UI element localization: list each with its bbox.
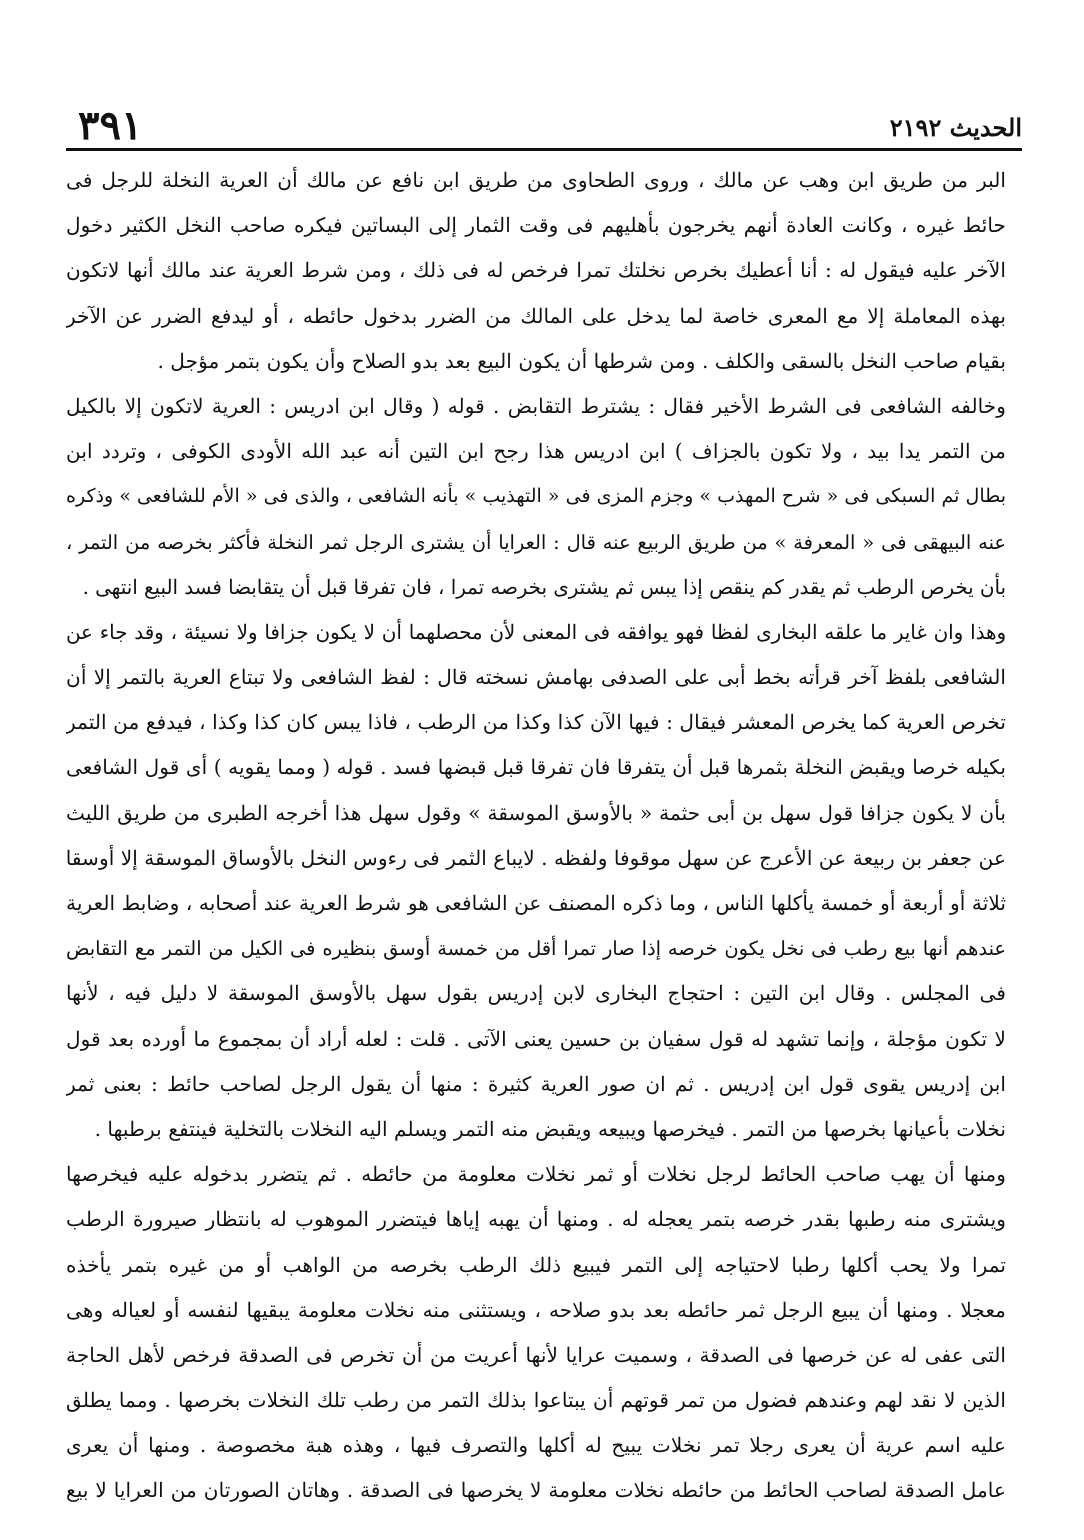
text-line: فى المجلس . وقال ابن التين : احتجاج البخارى لابن إدريس بقول سهل بالأوسق الموسقة لا دليل فيه ، لأنها	[66, 981, 1006, 1006]
text-line: نخلات بأعيانها بخرصها من التمر . فيخرصها ويبيعه ويقبض منه التمر ويسلم اليه النخلات بالتخلية فينتفع برطبها .	[94, 1116, 1006, 1141]
text-line: بكيله خرصا ويقبض النخلة بثمرها قبل أن يتفرقا فان تفرقا قبل قبضها فسد . قوله ( ومما يقويه ) أى قول الشافعى	[66, 755, 1006, 780]
text-line: بطال ثم السبكى فى « شرح المهذب » وجزم المزى فى « التهذيب » بأنه الشافعى ، والذى فى « الأم للشافعى » وذكره	[66, 485, 1006, 508]
text-line: ويشترى منه رطبها بقدر خرصه بتمر يعجله له . ومنها أن يهبه إياها فيتضرر الموهوب له بانتظار صيرورة الرطب	[66, 1207, 1006, 1232]
text-line: لا تكون مؤجلة ، وإنما تشهد له قول سفيان بن حسين يعنى الآتى . قلت : لعله أراد أن بمجموع ما أورده بعد قول	[66, 1026, 1006, 1051]
text-line: بأن لا يكون جزافا قول سهل بن أبى حثمة « بالأوسق الموسقة » وقول سهل هذا أخرجه الطبرى من طريق الليث	[66, 800, 1006, 825]
text-line: عن جعفر بن ربيعة عن الأعرج عن سهل موقوفا ولفظه . لايباع الثمر فى رءوس النخل بالأوساق الموسقة إلا أوسقا	[66, 845, 1006, 870]
text-line: عليه اسم عرية أن يعرى رجلا تمر نخلات يبيح له أكلها والتصرف فيها ، وهذه هبة مخصوصة . ومنها أن يعرى	[66, 1433, 1006, 1458]
page-header	[78, 102, 1022, 149]
text-line: من التمر يدا بيد ، ولا تكون بالجزاف ) ابن ادريس هذا رجح ابن التين أنه عبد الله الأودى الكوفى ، وتردد ابن	[66, 439, 1006, 464]
text-line: معجلا . ومنها أن يبيع الرجل ثمر حائطه بعد بدو صلاحه ، ويستثنى منه نخلات معلومة يبقيها لنفسه أو لعياله وهى	[66, 1297, 1006, 1322]
text-line: وهذا وان غاير ما علقه البخارى لفظا فهو يوافقه فى المعنى لأن محصلهما أن لا يكون جزافا ولا نسيئة ، وقد جاء عن	[66, 620, 1006, 644]
text-line: البر من طريق ابن وهب عن مالك ، وروى الطحاوى من طريق ابن نافع عن مالك أن العرية النخلة للرجل فى	[66, 168, 1006, 192]
text-line: وخالفه الشافعى فى الشرط الأخير فقال : يشترط التقابض . قوله ( وقال ابن ادريس : العرية لاتكون إلا بالكيل	[66, 393, 1006, 418]
text-line: بهذه المعاملة إلا مع المعرى خاصة لما يدخل على المالك من الضرر بدخول حائطه ، أو ليدفع الضرر عن الآخر	[66, 303, 1006, 328]
text-line: عندهم أنها بيع رطب فى نخل يكون خرصه إذا صار تمرا أقل من خمسة أوسق بنظيره فى الكيل من التمر مع التقابض	[66, 937, 1006, 961]
body-text	[66, 158, 1006, 1514]
text-line: عنه البيهقى فى « المعرفة » من طريق الربيع عنه قال : العرايا أن يشترى الرجل ثمر النخلة فأكثر بخرصه من التمر ،	[66, 530, 1006, 554]
text-line: تخرص العرية كما يخرص المعشر فيقال : فيها الآن كذا وكذا من الرطب ، فاذا يبس كان كذا وكذا ، فيدفع من التمر	[66, 710, 1006, 735]
text-line: ابن إدريس يقوى قول ابن إدريس . ثم ان صور العرية كثيرة : منها أن يقول الرجل لصاحب حائط : بعنى ثمر	[66, 1071, 1006, 1096]
text-line: الآخر عليه فيقول له : أنا أعطيك بخرص نخلتك تمرا فرخص له فى ذلك ، ومن شرط العرية عند مالك أنها لاتكون	[66, 258, 1006, 283]
text-line: التى عفى له عن خرصها فى الصدقة ، وسميت عرايا لأنها أعريت من أن تخرص فى الصدقة فرخص لأهل الحاجة	[66, 1342, 1006, 1367]
text-line: الذين لا نقد لهم وعندهم فضول من تمر قوتهم أن يبتاعوا بذلك التمر من رطب تلك النخلات بخرصها . ومما يطلق	[66, 1388, 1006, 1413]
hadith-reference: الحديث ٢١٩٢	[889, 113, 1022, 142]
text-line: بقيام صاحب النخل بالسقى والكلف . ومن شرطها أن يكون البيع بعد بدو الصلاح وأن يكون بتمر مؤجل .	[157, 348, 1006, 373]
text-line: تمرا ولا يحب أكلها رطبا لاحتياجه إلى التمر فيبيع ذلك الرطب بخرصه من الواهب أو من غيره بتمر يأخذه	[66, 1252, 1006, 1277]
text-line: ثلاثة أو أربعة أو خمسة يأكلها الناس ، وما ذكره المصنف عن الشافعى هو شرط العرية عند أصحابه ، وضابط العرية	[66, 891, 1006, 915]
text-line: الشافعى بلفظ آخر قرأته بخط أبى على الصدفى بهامش نسخته قال : لفظ الشافعى ولا تبتاع العرية بالتمر إلا أن	[66, 665, 1006, 690]
text-line: حائط غيره ، وكانت العادة أنهم يخرجون بأهليهم فى وقت الثمار إلى البساتين فيكره صاحب النخل الكثير دخول	[66, 213, 1006, 238]
text-line: عامل الصدقة لصاحب الحائط من حائطه نخلات معلومة لا يخرصها فى الصدقة . وهاتان الصورتان من العرايا لا بيع	[66, 1478, 1006, 1503]
page-number: ٣٩١	[78, 102, 143, 149]
text-line: بأن يخرص الرطب ثم يقدر كم ينقص إذا يبس ثم يشترى بخرصه تمرا ، فان تفرقا قبل أن يتقابضا فسد البيع انتهى .	[82, 575, 1006, 599]
text-line: ومنها أن يهب صاحب الحائط لرجل نخلات أو ثمر نخلات معلومة من حائطه . ثم يتضرر بدخوله عليه فيخرصها	[66, 1162, 1006, 1187]
header-rule	[66, 148, 1022, 151]
